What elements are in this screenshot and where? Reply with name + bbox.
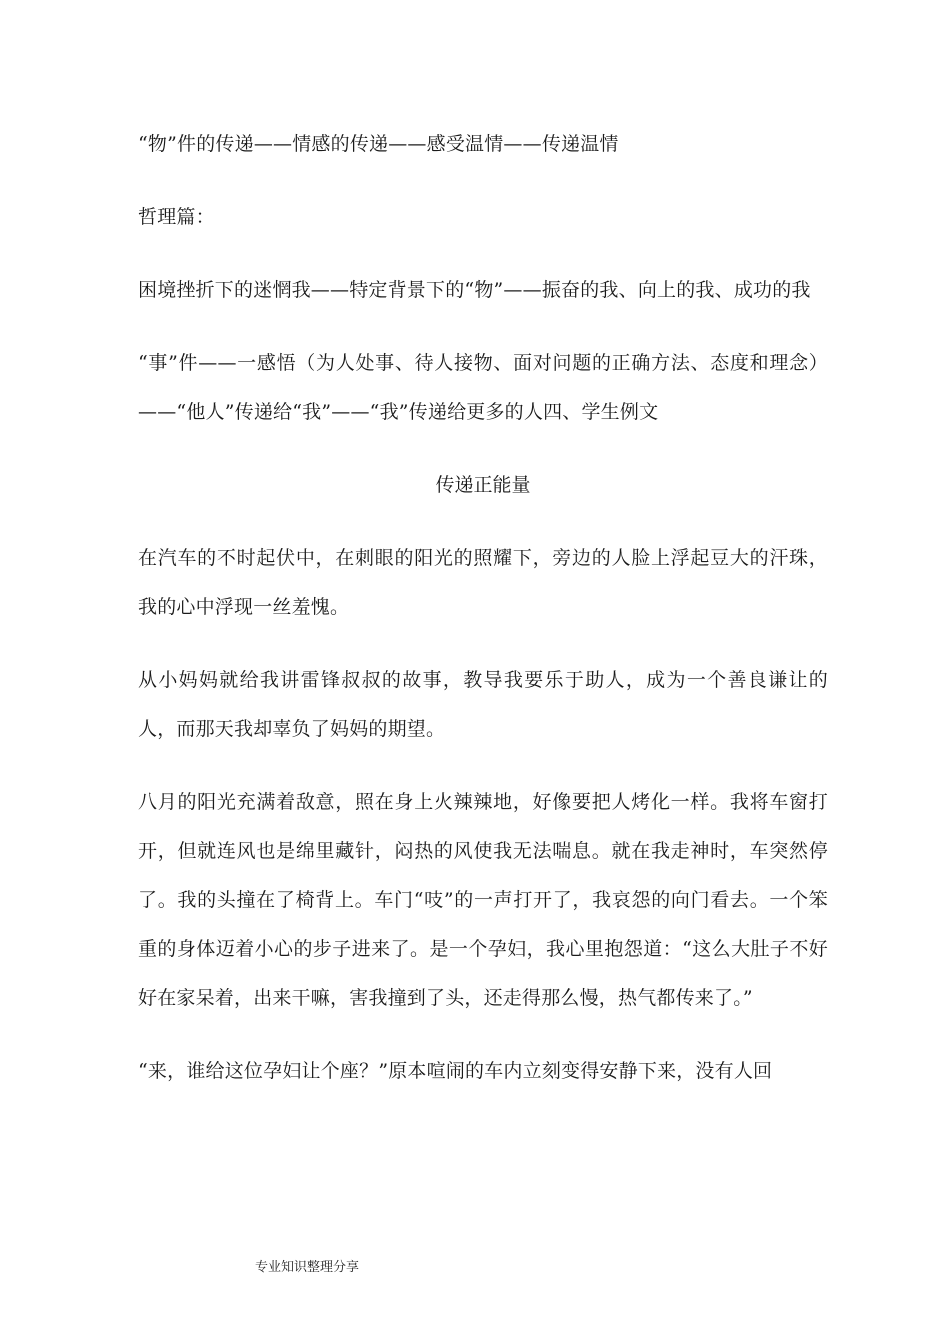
page-footer: 专业知识整理分享 xyxy=(255,1260,360,1275)
paragraph-6: 从小妈妈就给我讲雷锋叔叔的故事，教导我要乐于助人，成为一个善良谦让的人，而那天我却辜负了妈妈的期望。 xyxy=(138,669,828,740)
paragraph-8: “来，谁给这位孕妇让个座？”原本喧闹的车内立刻变得安静下来，没有人回 xyxy=(138,1060,773,1082)
document-body xyxy=(138,120,828,1120)
paragraph-3: 困境挫折下的迷惘我——特定背景下的“物”——振奋的我、向上的我、成功的我 xyxy=(138,279,811,301)
paragraph-1: “物”件的传递——情感的传递——感受温情——传递温情 xyxy=(138,133,619,155)
paragraph-5: 在汽车的不时起伏中，在刺眼的阳光的照耀下，旁边的人脸上浮起豆大的汗珠，我的心中浮现一丝羞愧。 xyxy=(138,547,828,618)
paragraph-7: 八月的阳光充满着敌意，照在身上火辣辣地，好像要把人烤化一样。我将车窗打开，但就连风也是绵里藏针，闷热的风使我无法喘息。就在我走神时，车突然停了。我的头撞在了椅背上。车门“吱”的一声打开了，我哀怨的向门看去。一个笨重的身体迈着小心的步子进来了。是一个孕妇，我心里抱怨道：“这么大肚子不好好在家呆着，出来干嘛，害我撞到了头，还走得那么慢，热气都传来了。” xyxy=(138,791,828,1009)
paragraph-4: “事”件——一感悟（为人处事、待人接物、面对问题的正确方法、态度和理念）——“他人”传递给“我”——“我”传递给更多的人四、学生例文 xyxy=(138,352,828,423)
paragraph-2: 哲理篇： xyxy=(138,206,215,228)
essay-title: 传递正能量 xyxy=(435,474,531,496)
